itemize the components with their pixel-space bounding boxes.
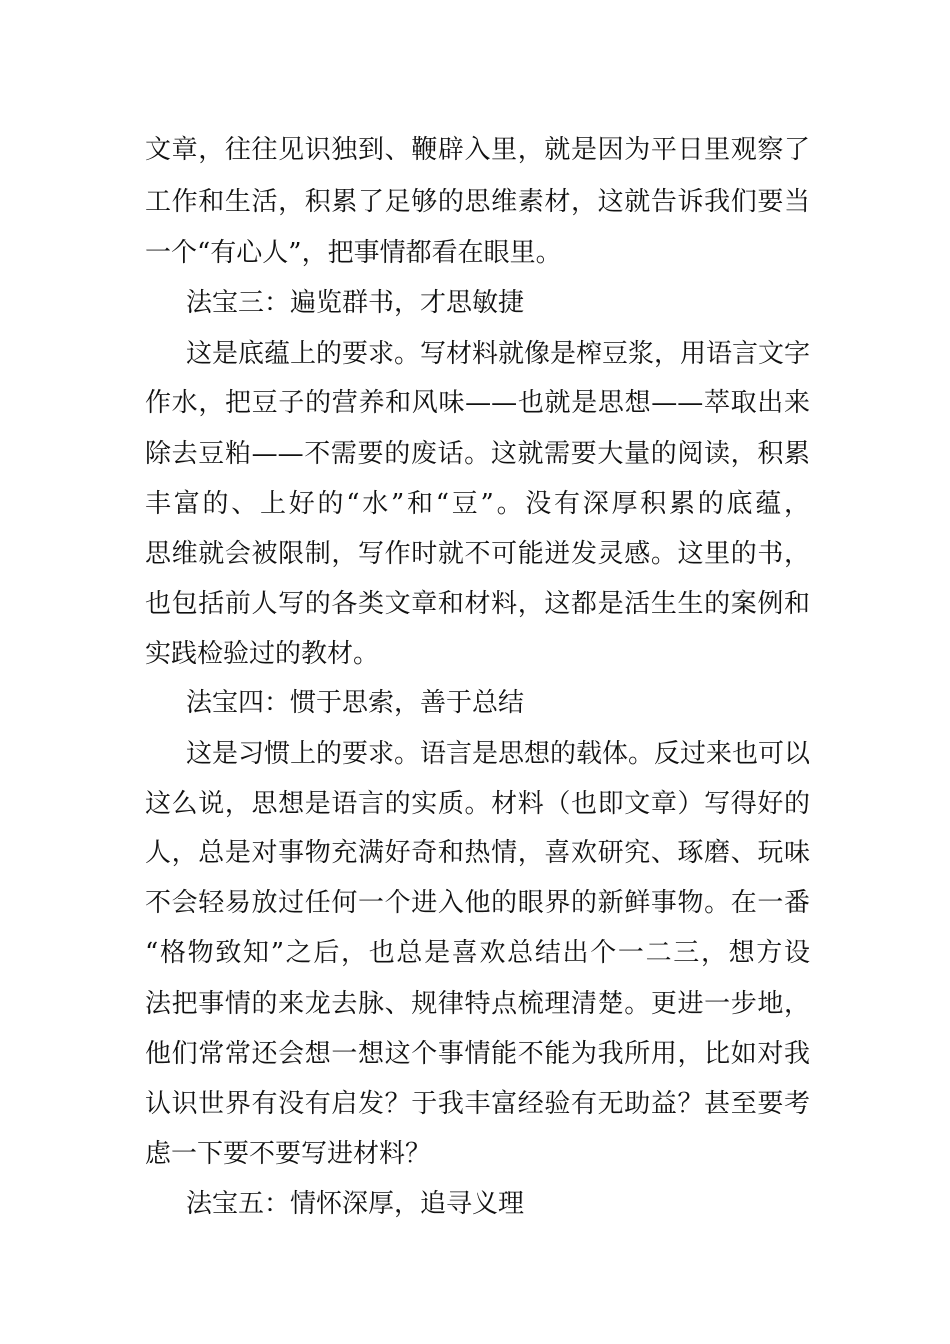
text-line: 丰富的、上好的“水”和“豆”。没有深厚积累的底蕴， [145,489,810,519]
text-line: 这是习惯上的要求。语言是思想的载体。反过来也可以 [186,739,810,769]
text-line: 法把事情的来龙去脉、规律特点梳理清楚。更进一步地， [145,989,810,1019]
text-line: “格物致知”之后，也总是喜欢总结出个一二三，想方设 [145,938,810,968]
text-line: 一个“有心人”，把事情都看在眼里。 [145,238,562,268]
section-heading: 法宝四：惯于思索，善于总结 [186,688,525,718]
text-line: 文章，往往见识独到、鞭辟入里，就是因为平日里观察了 [145,135,810,165]
text-line: 实践检验过的教材。 [145,639,380,669]
text-line: 不会轻易放过任何一个进入他的眼界的新鲜事物。在一番 [145,888,810,918]
text-line: 这么说，思想是语言的实质。材料（也即文章）写得好的 [145,789,810,819]
text-line: 他们常常还会想一想这个事情能不能为我所用，比如对我 [145,1039,810,1069]
text-line: 除去豆粕——不需要的废话。这就需要大量的阅读，积累 [145,439,810,469]
section-heading: 法宝三：遍览群书，才思敏捷 [186,288,525,318]
text-line: 人，总是对事物充满好奇和热情，喜欢研究、琢磨、玩味 [145,838,810,868]
text-line: 虑一下要不要写进材料？ [145,1139,432,1169]
text-line: 思维就会被限制，写作时就不可能迸发灵感。这里的书， [145,539,810,569]
text-line: 这是底蕴上的要求。写材料就像是榨豆浆，用语言文字 [186,339,810,369]
text-line: 工作和生活，积累了足够的思维素材，这就告诉我们要当 [145,187,810,217]
section-heading: 法宝五：情怀深厚，追寻义理 [186,1189,525,1219]
text-line: 认识世界有没有启发？于我丰富经验有无助益？甚至要考 [145,1089,810,1119]
text-line: 作水，把豆子的营养和风味——也就是思想——萃取出来 [145,388,810,418]
text-line: 也包括前人写的各类文章和材料，这都是活生生的案例和 [145,589,810,619]
